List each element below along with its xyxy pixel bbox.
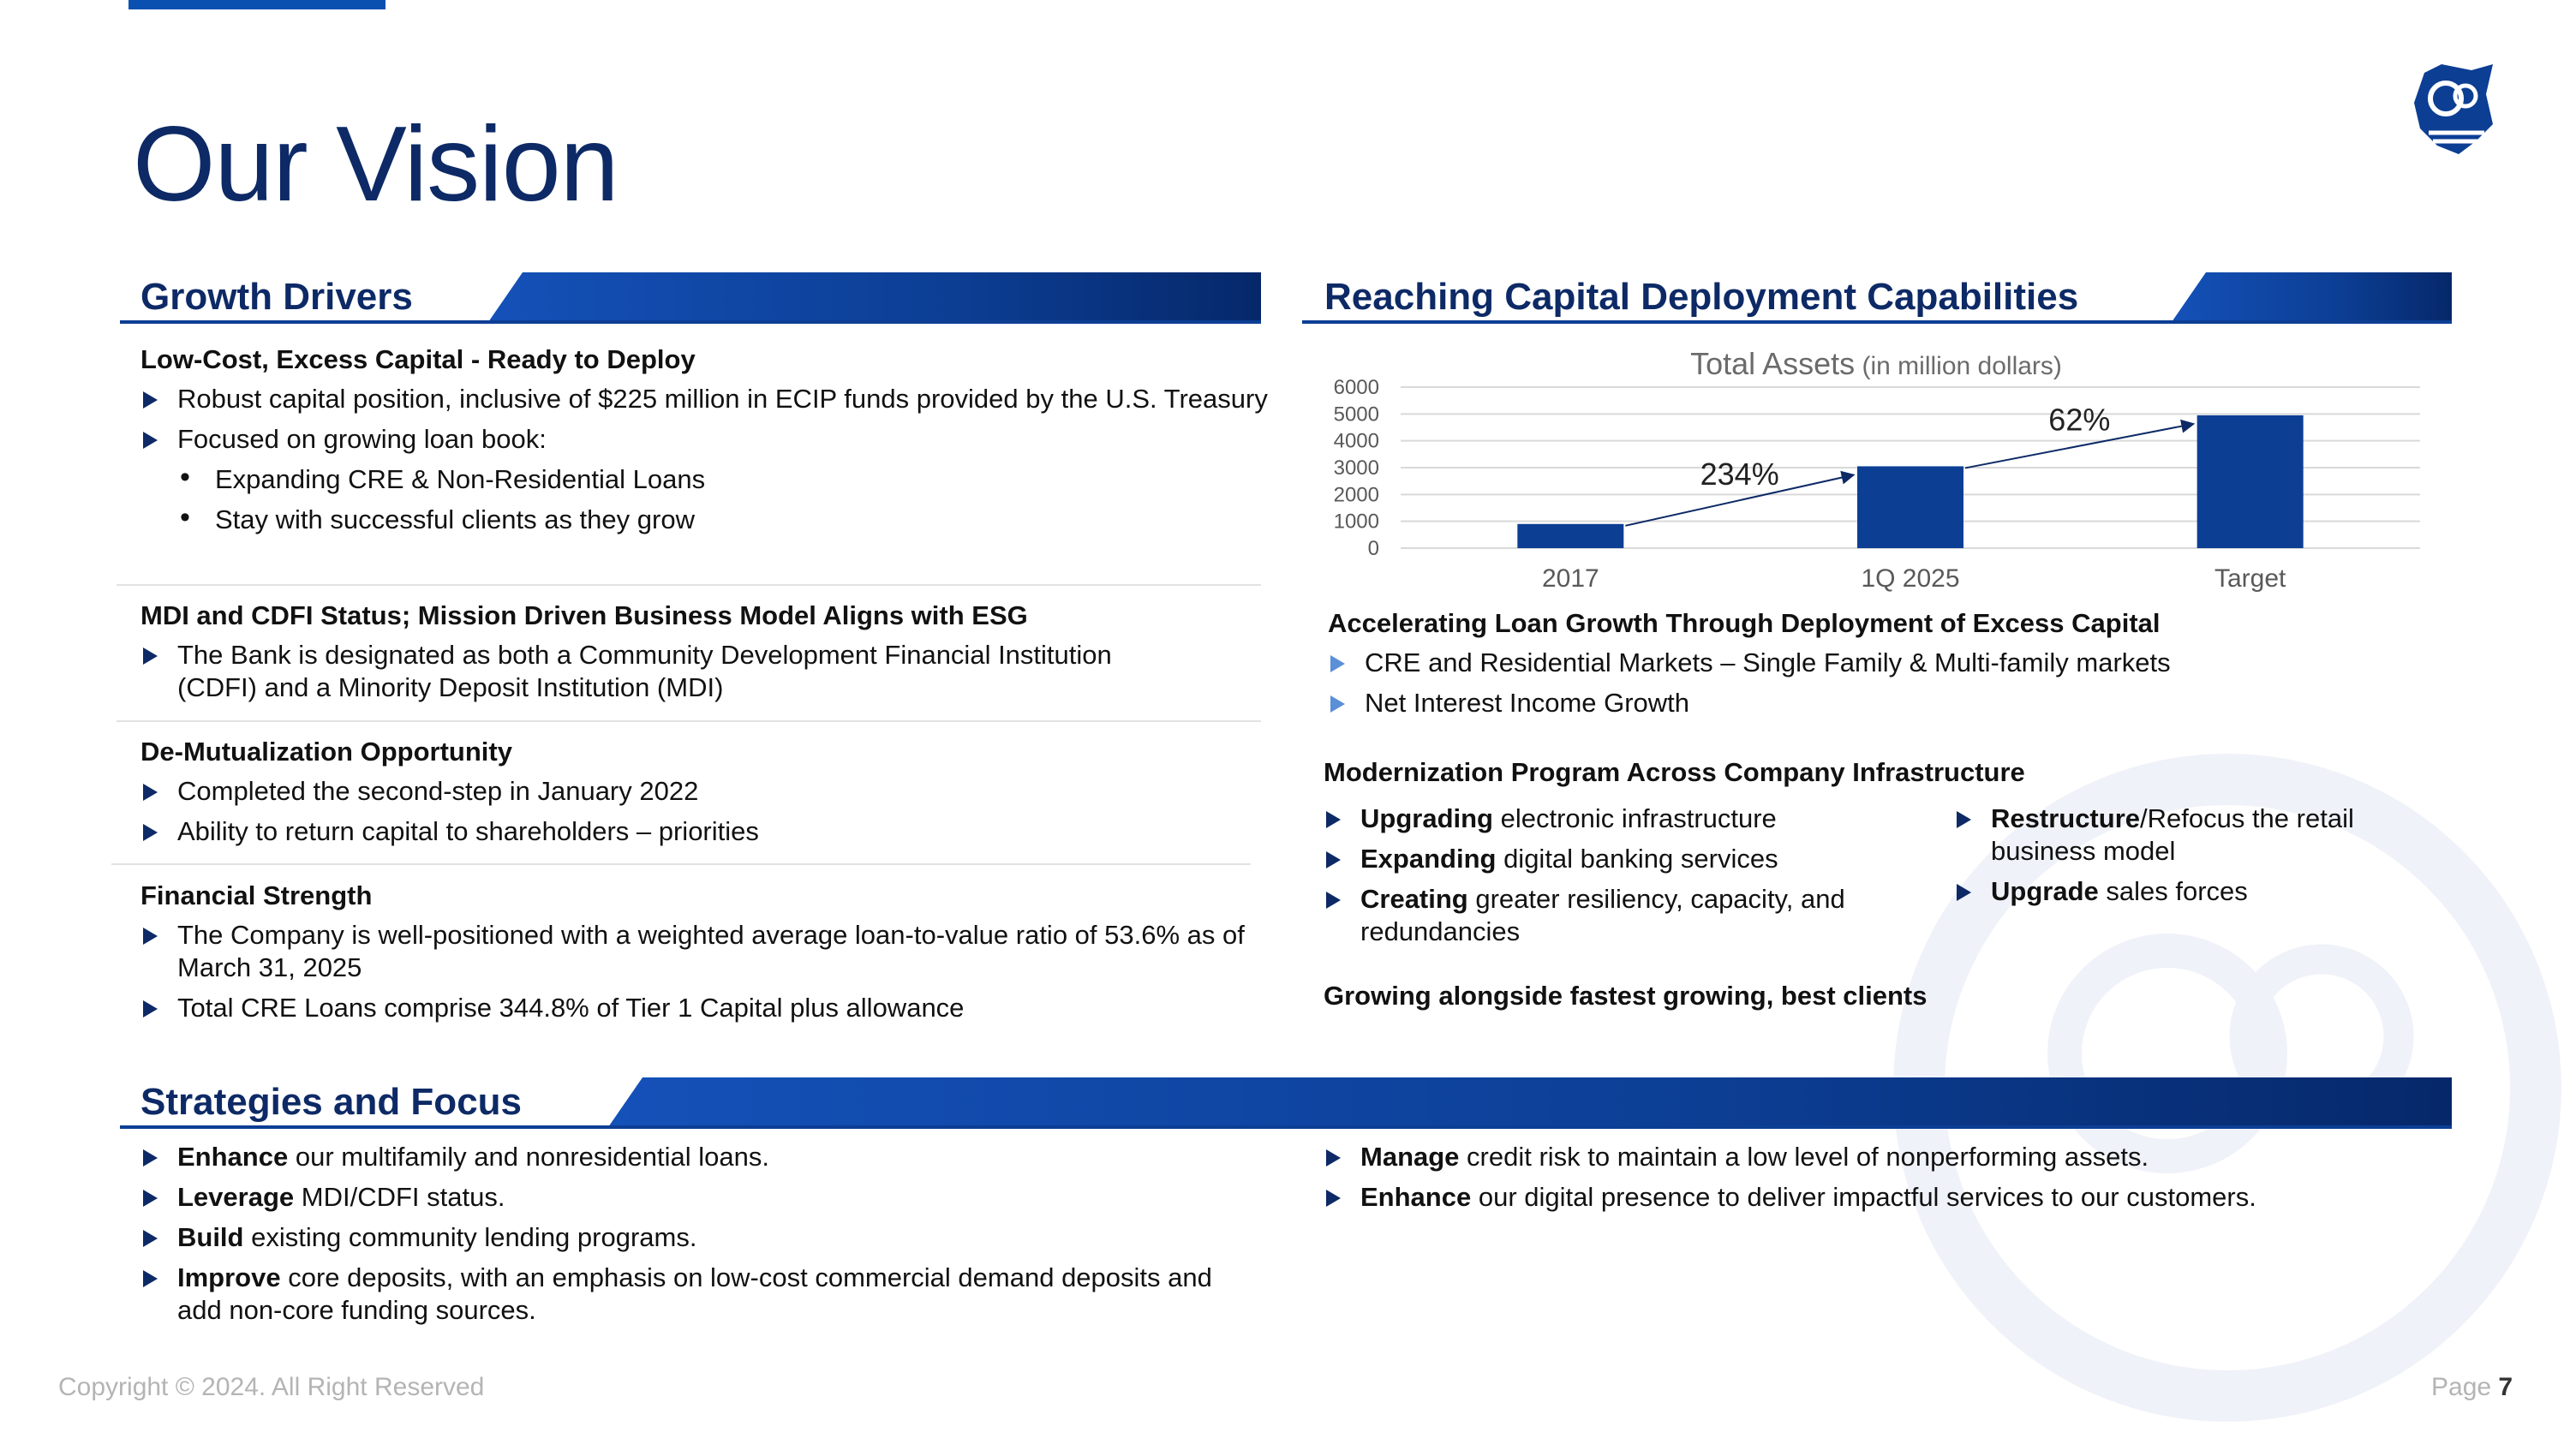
de-mutualization-list [140, 775, 1220, 848]
y-tick-label: 1000 [1333, 510, 1379, 534]
mdi-cdfi-section [140, 600, 1220, 712]
section-divider [117, 584, 1261, 586]
strategies-right-list [1324, 1141, 2454, 1221]
strategies-left-list [140, 1141, 1254, 1334]
footer-copyright: Copyright © 2024. All Right Reserved [58, 1373, 485, 1401]
loan-growth-section [1328, 608, 2442, 727]
top-accent-bar [128, 0, 386, 9]
growth-drivers-banner [120, 272, 1261, 324]
y-tick-label: 3000 [1333, 456, 1379, 480]
bar [1857, 466, 1963, 548]
list-item: Completed the second-step in January 2022 [140, 775, 1220, 808]
list-item: The Bank is designated as both a Community Development Financial Institution (CDFI) and a Minority Deposit Institution (MDI) [140, 639, 1171, 704]
financial-strength-list [140, 919, 1254, 1024]
list-item: CRE and Residential Markets – Single Family & Multi-family markets [1328, 647, 2442, 679]
x-tick-label: Target [2214, 564, 2286, 593]
list-item: Total CRE Loans comprise 344.8% of Tier 1 Capital plus allowance [140, 992, 1254, 1024]
chart-title: Total Assets (in million dollars) [1690, 346, 2062, 381]
mdi-cdfi-heading: MDI and CDFI Status; Mission Driven Business Model Aligns with ESG [140, 600, 1028, 630]
strategies-heading: Strategies and Focus [140, 1081, 523, 1123]
financial-strength-section [140, 880, 1254, 1032]
page-title: Our Vision [133, 105, 619, 224]
list-item: • Stay with successful clients as they grow [178, 504, 1254, 536]
y-tick-label: 6000 [1333, 376, 1379, 399]
list-item: Leverage MDI/CDFI status. [140, 1181, 1254, 1214]
section-divider [111, 863, 1251, 865]
modernization-heading: Modernization Program Across Company Infrastructure [1324, 757, 2025, 787]
list-item: Improve core deposits, with an emphasis on low-cost commercial demand deposits and add non-core funding sources. [140, 1262, 1240, 1327]
closing-statement: Growing alongside fastest growing, best clients [1324, 981, 1928, 1011]
list-item: Robust capital position, inclusive of $225 million in ECIP funds provided by the U.S. Treasury [140, 383, 1282, 415]
low-cost-capital-list [140, 383, 1268, 456]
financial-strength-heading: Financial Strength [140, 880, 373, 910]
capital-deployment-heading: Reaching Capital Deployment Capabilities [1324, 276, 2079, 318]
x-tick-label: 2017 [1541, 564, 1599, 593]
bar [2197, 415, 2304, 548]
growth-label: 234% [1700, 456, 1779, 492]
loan-book-sublist [140, 463, 1254, 536]
list-item: Ability to return capital to shareholders – priorities [140, 815, 1220, 848]
list-item: Restructure/Refocus the retail business model [1954, 803, 2434, 868]
list-item: The Company is well-positioned with a weighted average loan-to-value ratio of 53.6% as of March 31, 2025 [140, 919, 1248, 984]
list-item: • Expanding CRE & Non-Residential Loans [178, 463, 1254, 496]
list-item: Enhance our multifamily and nonresidential loans. [140, 1141, 1254, 1173]
list-item: Creating greater resiliency, capacity, and redundancies [1324, 883, 1857, 948]
de-mutualization-heading: De-Mutualization Opportunity [140, 737, 512, 767]
strategies-banner [120, 1077, 2452, 1129]
modernization-right-list [1954, 803, 2434, 916]
low-cost-capital-heading: Low-Cost, Excess Capital - Ready to Deploy [140, 344, 696, 374]
y-tick-label: 4000 [1333, 429, 1379, 453]
de-mutualization-section [140, 737, 1220, 856]
bar [1517, 524, 1623, 548]
x-tick-label: 1Q 2025 [1861, 564, 1960, 593]
list-item: Manage credit risk to maintain a low level of nonperforming assets. [1324, 1141, 2454, 1173]
y-tick-label: 0 [1367, 537, 1379, 560]
footer-page-number: 7 [2498, 1373, 2513, 1401]
footer-page [2431, 1373, 2513, 1402]
growth-drivers-content [140, 344, 1268, 544]
modernization-left-list [1324, 803, 1880, 956]
section-divider [117, 720, 1261, 722]
list-item: Focused on growing loan book: [140, 423, 1254, 456]
list-item: Upgrading electronic infrastructure [1324, 803, 1880, 835]
list-item: Expanding digital banking services [1324, 843, 1880, 875]
list-item: Enhance our digital presence to deliver impactful services to our customers. [1324, 1181, 2454, 1214]
list-item: Upgrade sales forces [1954, 875, 2434, 908]
total-assets-chart [1302, 338, 2450, 604]
capital-deployment-banner [1302, 272, 2452, 324]
growth-drivers-heading: Growth Drivers [140, 276, 413, 318]
y-tick-label: 5000 [1333, 403, 1379, 427]
footer-page-label: Page [2431, 1373, 2492, 1401]
company-logo-icon [2407, 60, 2501, 163]
list-item: Net Interest Income Growth [1328, 687, 2442, 719]
y-tick-label: 2000 [1333, 483, 1379, 507]
list-item: Build existing community lending programs. [140, 1221, 1254, 1254]
loan-growth-list [1328, 647, 2442, 719]
mdi-cdfi-list [140, 639, 1220, 704]
loan-growth-heading: Accelerating Loan Growth Through Deployment of Excess Capital [1328, 608, 2161, 638]
growth-label: 62% [2048, 402, 2111, 438]
